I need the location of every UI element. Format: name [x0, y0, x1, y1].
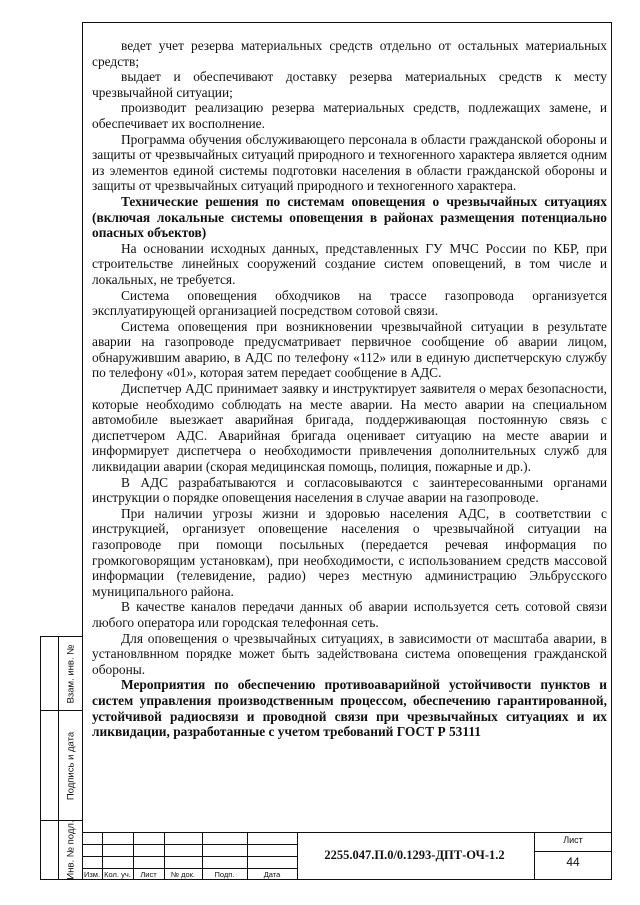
- body-paragraph: Система оповещения обходчиков на трассе газопровода организуется эксплуатирующей организацией посредством сотовой связи.: [92, 287, 607, 319]
- column-label-sheet: Лист: [140, 870, 157, 879]
- body-paragraph: Для оповещения о чрезвычайных ситуациях, в зависимости от масштаба аварии, в установлвнном порядке может быть задействована система оповещения гражданской обороны.: [92, 630, 607, 677]
- body-paragraph: выдает и обеспечивают доставку резерва материальных средств к месту чрезвычайной ситуации;: [92, 69, 607, 100]
- side-cell-signature: [59, 711, 83, 821]
- body-paragraph: производит реализацию резерва материальных средств, подлежащих замене, и обеспечивает их восполнение.: [92, 100, 607, 131]
- column-label-signature: Подп.: [214, 870, 235, 879]
- title-block: [82, 832, 612, 880]
- column-label-change: Изм.: [83, 870, 101, 879]
- body-paragraph: Диспетчер АДС принимает заявку и инструктирует заявителя о мерах безопасности, которые необходимо соблюдать на месте аварии. На место аварии на специальном автомобиле выезжает аварийная бригада, поддерживающая постоянную связь с диспетчером АДС. Аварийная бригада оценивает ситуацию на месте аварии и информирует диспетчера о необходимости привлечения дополнительных служб для ликвидации аварии (скорая медицинская помощь, полиция, пожарные и др.).: [92, 381, 607, 475]
- document-code: 2255.047.П.0/0.1293-ДПТ-ОЧ-1.2: [324, 848, 505, 862]
- sheet-number: 44: [566, 855, 580, 869]
- body-paragraph: В АДС разрабатываются и согласовываются с заинтересованными органами инструкции о порядке оповещения населения в случае аварии на газопроводе.: [92, 474, 607, 506]
- sheet-label: Лист: [563, 835, 583, 845]
- body-paragraph: ведет учет резерва материальных средств отдельно от остальных материальных средств;: [92, 38, 607, 69]
- side-cell-original: [59, 821, 83, 879]
- column-label-count: Кол. уч.: [104, 870, 131, 879]
- column-label-date: Дата: [263, 870, 281, 879]
- side-label-original-inv: Инв. № подл.: [65, 820, 77, 880]
- section-heading: Мероприятия по обеспечению противоаварийной устойчивости пунктов и систем управления производственным процессом, обеспечению гарантированной, устойчивой радиосвязи и проводной связи при чрезвычайных ситуациях и их ликвидации, разработанные с учетом требований ГОСТ Р 53111: [92, 677, 607, 740]
- body-paragraph: При наличии угрозы жизни и здоровью населения АДС, в соответствии с инструкцией, организует оповещение населения о чрезвычайной ситуации на газопроводе при помощи посыльных (передается речевая информация по громкоговорящим установкам), при необходимости, с использованием средств массовой информации (телевидение, радио) через местную администрацию Эльбрусского муниципального района.: [92, 505, 607, 599]
- side-label-signature-date: Подпись и дата: [65, 731, 77, 800]
- side-stamp-blank-column: [41, 637, 59, 879]
- body-paragraph: В качестве каналов передачи данных об аварии используется сеть сотовой связи любого оператора или городская телефонная сеть.: [92, 599, 607, 630]
- section-heading: Технические решения по системам оповещения о чрезвычайных ситуациях (включая локальные системы оповещения в районах размещения потенциально опасных объектов): [92, 193, 607, 241]
- body-paragraph: Система оповещения при возникновении чрезвычайной ситуации в результате аварии на газопроводе предусматривает первичное сообщение об аварии лицом, обнаружившим аварию, в АДС по телефону «112» или в единую диспетчерскую службу по телефону «01», которая затем передает сообщение в АДС.: [92, 318, 607, 381]
- side-cell-replacement: [59, 637, 83, 711]
- side-stamp: [40, 636, 82, 880]
- side-label-replacement-inv: Взам. инв. №: [65, 644, 77, 703]
- body-paragraph: Программа обучения обслуживающего персонала в области гражданской обороны и защиты от чрезвычайных ситуаций природного и техногенного характера является одним из элементов единой системы подготовки населения в области гражданской обороны и защиты от чрезвычайных ситуаций природного и техногенного характера.: [92, 131, 607, 194]
- body-paragraph: На основании исходных данных, представленных ГУ МЧС России по КБР, при строительстве линейных сооружений создание систем оповещений, в том числе и локальных, не требуется.: [92, 240, 607, 287]
- column-label-doc-no: № док.: [170, 870, 196, 879]
- side-stamp-label-column: [59, 637, 83, 879]
- document-body: [92, 38, 607, 740]
